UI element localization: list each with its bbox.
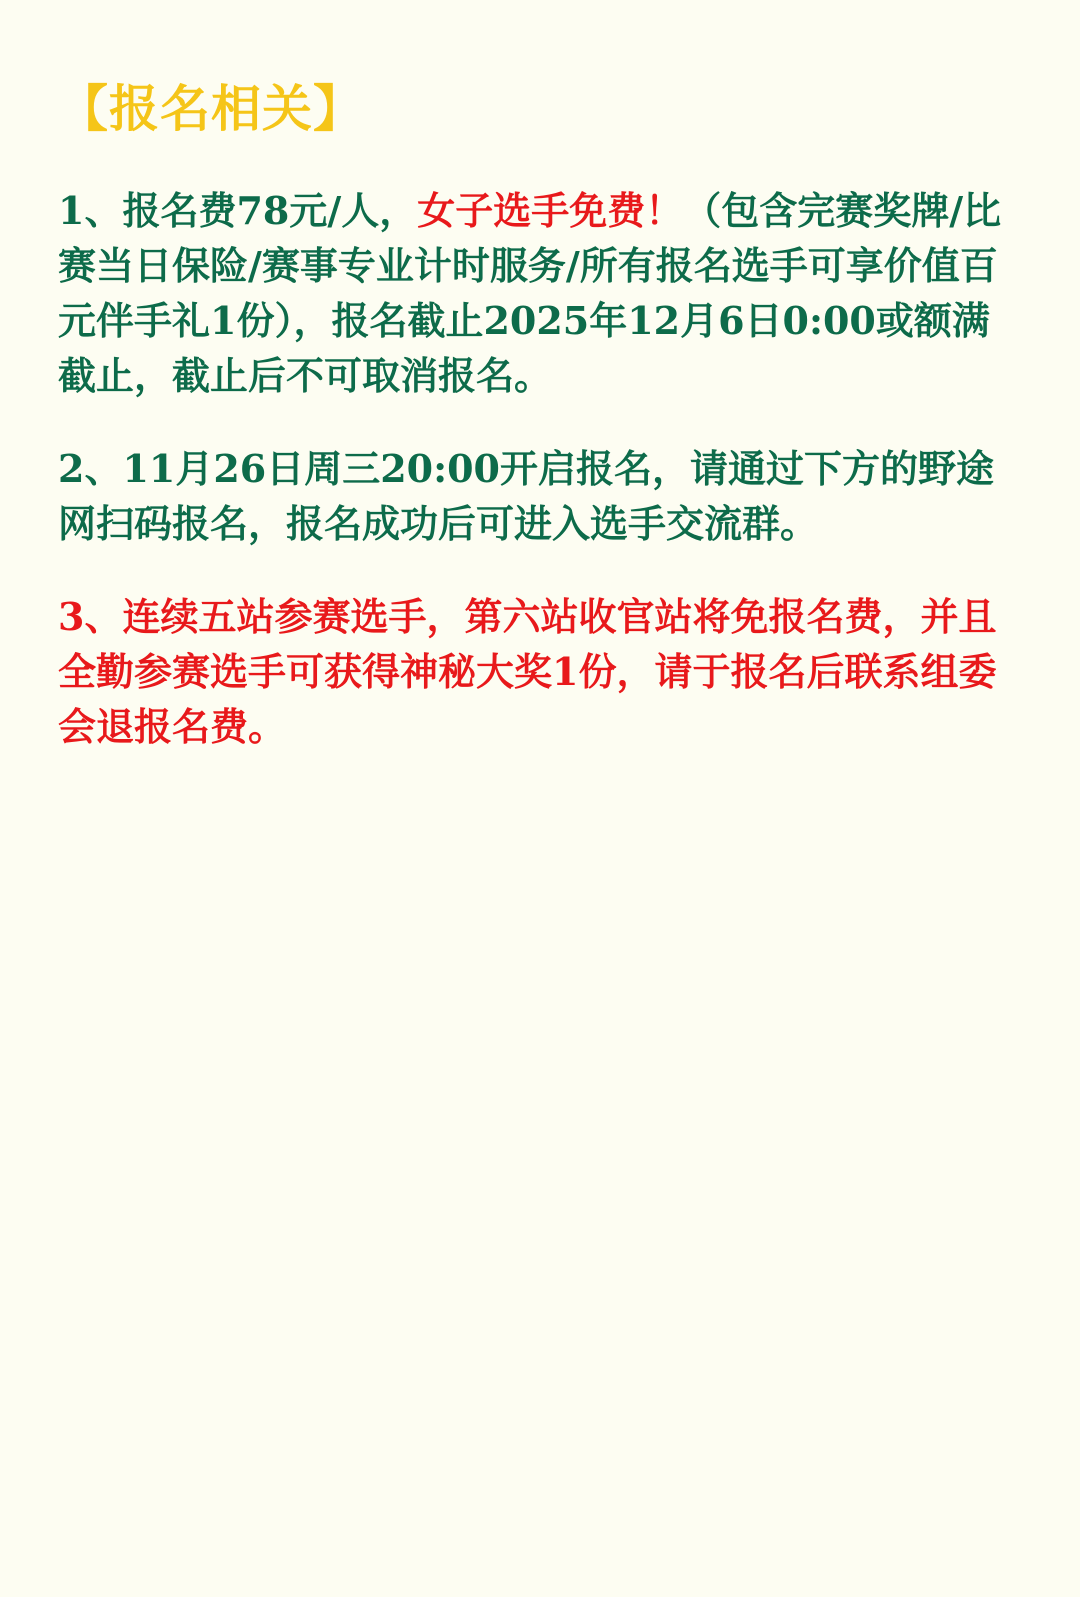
- paragraph-1: [58, 183, 1020, 403]
- paragraph-1-highlight: 女子选手免费！: [417, 187, 684, 233]
- paragraph-3-segment-1: 3、连续五站参赛选手，第六站收官站将免报名费，并且全勤参赛选手可获得神秘大奖1份，请于报名后联系组委会退报名费。: [58, 594, 997, 750]
- paragraph-1-segment-3: （包含完赛奖牌/比赛当日保险/赛事专业计时服务/所有报名选手可享价值百元伴手礼1份），报名截止2025年12月6日0:00或额满截止，截止后不可取消报名。: [58, 187, 1002, 398]
- page-title: 【报名相关】: [58, 79, 364, 138]
- paragraph-1-segment-1: 1、报名费78元/人，: [58, 187, 418, 233]
- paragraph-2: [58, 441, 1020, 551]
- paragraph-3: [58, 589, 1020, 754]
- paragraph-2-segment-1: 2、11月26日周三20:00开启报名，请通过下方的野途网扫码报名，报名成功后可进入选手交流群。: [58, 445, 994, 546]
